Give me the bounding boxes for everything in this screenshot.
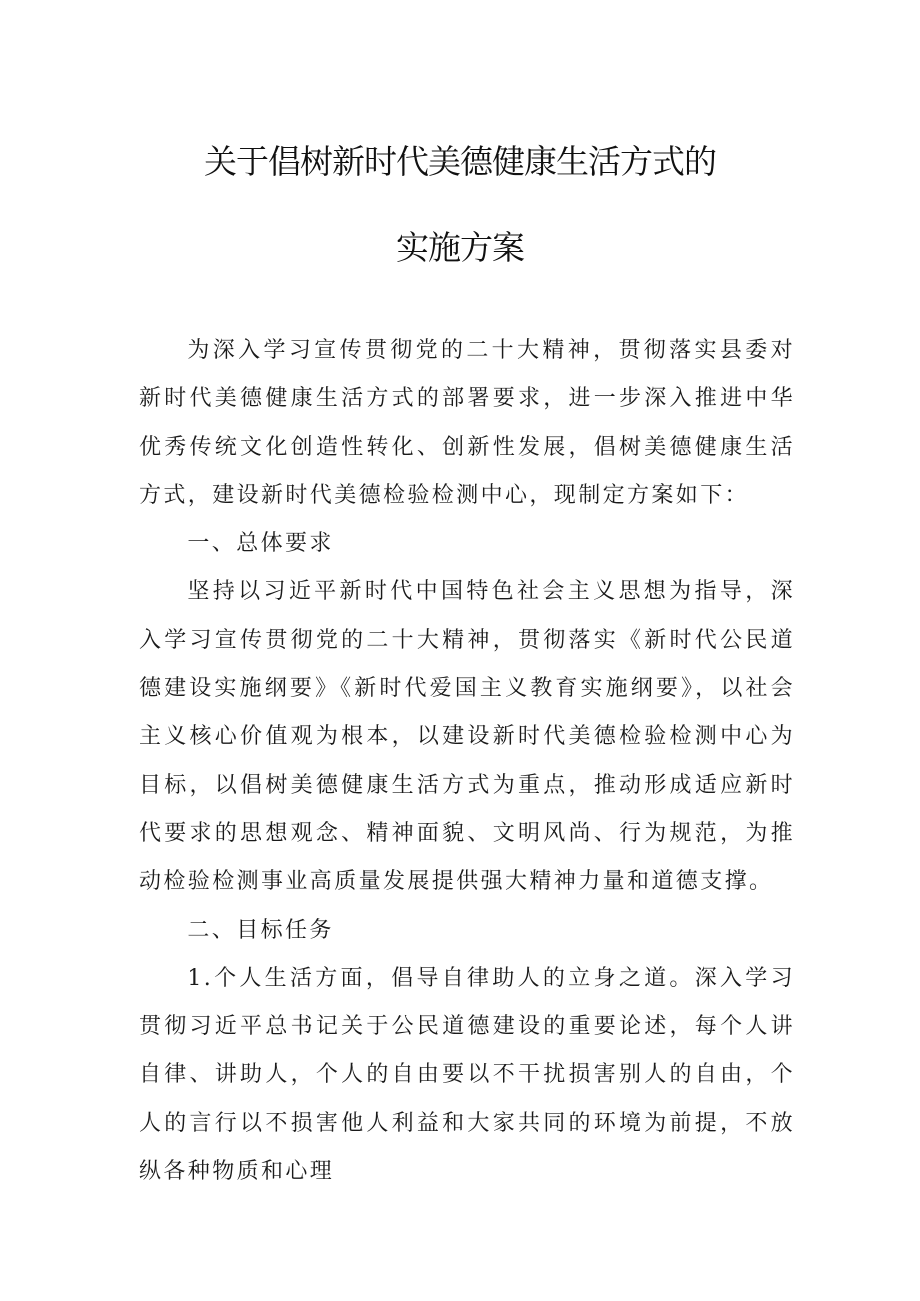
document-title-line1: 关于倡树新时代美德健康生活方式的 bbox=[204, 142, 716, 181]
paragraph-personal-life: 1.个人生活方面，倡导自律助人的立身之道。深入学习贯彻习近平总书记关于公民道德建设的重要论述，每个人讲自律、讲助人，个人的自由要以不干扰损害别人的自由，个人的言行以不损害他人利益和大家共同的环境为前提，不放纵各种物质和心理 bbox=[139, 965, 795, 1185]
document-body bbox=[139, 327, 795, 1196]
document-title-line2: 实施方案 bbox=[396, 228, 524, 267]
section-heading-goals-tasks: 二、目标任务 bbox=[187, 917, 334, 943]
paragraph-general-requirements: 坚持以习近平新时代中国特色社会主义思想为指导，深入学习宣传贯彻党的二十大精神，贯彻落实《新时代公民道德建设实施纲要》《新时代爱国主义教育实施纲要》，以社会主义核心价值观为根本，以建设新时代美德检验检测中心为目标，以倡树美德健康生活方式为重点，推动形成适应新时代要求的思想观念、精神面貌、文明风尚、行为规范，为推动检验检测事业高质量发展提供强大精神力量和道德支撑。 bbox=[139, 579, 795, 895]
section-heading-general-requirements: 一、总体要求 bbox=[187, 531, 334, 557]
paragraph-intro: 为深入学习宣传贯彻党的二十大精神，贯彻落实县委对新时代美德健康生活方式的部署要求，进一步深入推进中华优秀传统文化创造性转化、创新性发展，倡树美德健康生活方式，建设新时代美德检验检测中心，现制定方案如下： bbox=[139, 338, 795, 508]
